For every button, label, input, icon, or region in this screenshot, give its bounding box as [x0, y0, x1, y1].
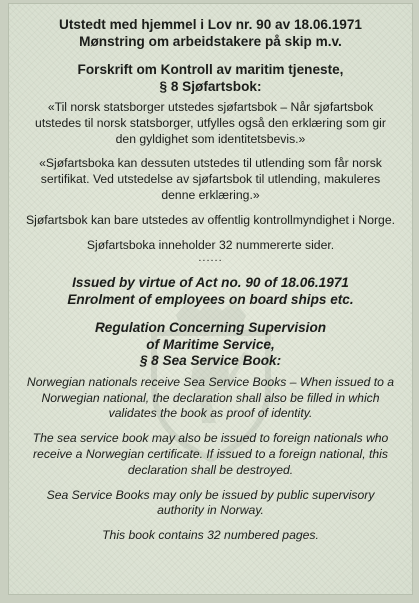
english-paragraph-4: This book contains 32 numbered pages.: [102, 528, 319, 543]
norwegian-heading-line1: Utstedt med hjemmel i Lov nr. 90 av 18.06.1971: [59, 17, 362, 32]
english-paragraph-3: Sea Service Books may only be issued by public supervisory authority in Norway.: [46, 487, 375, 518]
english-regulation-line1: Regulation Concerning Supervision: [94, 320, 327, 336]
english-regulation-line2: of Maritime Service,: [146, 336, 275, 352]
separator-dots: ......: [198, 252, 223, 265]
document-page: [8, 3, 413, 595]
english-heading-line1: Issued by virtue of Act no. 90 of 18.06.1971: [72, 275, 349, 291]
english-paragraph-1: Norwegian nationals receive Sea Service Books – When issued to a Norwegian national, the declaration shall also be filled in which validates the book as proof of identity.: [26, 374, 395, 421]
document-text: [24, 17, 397, 544]
norwegian-regulation-line1: Forskrift om Kontroll av maritim tjeneste,: [77, 62, 344, 77]
english-regulation-line3: § 8 Sea Service Book:: [139, 353, 282, 369]
norwegian-paragraph-2: «Sjøfartsboka kan dessuten utstedes til utlending som får norsk sertifikat. Ved utstedelse av sjøfartsbok til utlending, makuleres denne erklæring.»: [39, 156, 382, 202]
norwegian-paragraph-1: «Til norsk statsborger utstedes sjøfartsbok – Når sjøfartsbok utstedes til norsk statsborger, utfylles også den erklæring som gir den gyldighet som identitetsbevis.»: [35, 100, 386, 146]
norwegian-paragraph-4: Sjøfartsboka inneholder 32 nummererte sider.: [86, 237, 335, 252]
norwegian-heading-line2: Mønstring om arbeidstakere på skip m.v.: [79, 33, 342, 49]
english-paragraph-2: The sea service book may also be issued to foreign nationals who receive a Norwegian certificate. If issued to a foreign national, this declaration shall be destroyed.: [32, 431, 389, 477]
norwegian-regulation-line2: § 8 Sjøfartsbok:: [159, 78, 262, 94]
english-heading-line2: Enrolment of employees on board ships etc.: [67, 291, 354, 307]
norwegian-paragraph-3: Sjøfartsbok kan bare utstedes av offentlig kontrollmyndighet i Norge.: [26, 212, 395, 227]
